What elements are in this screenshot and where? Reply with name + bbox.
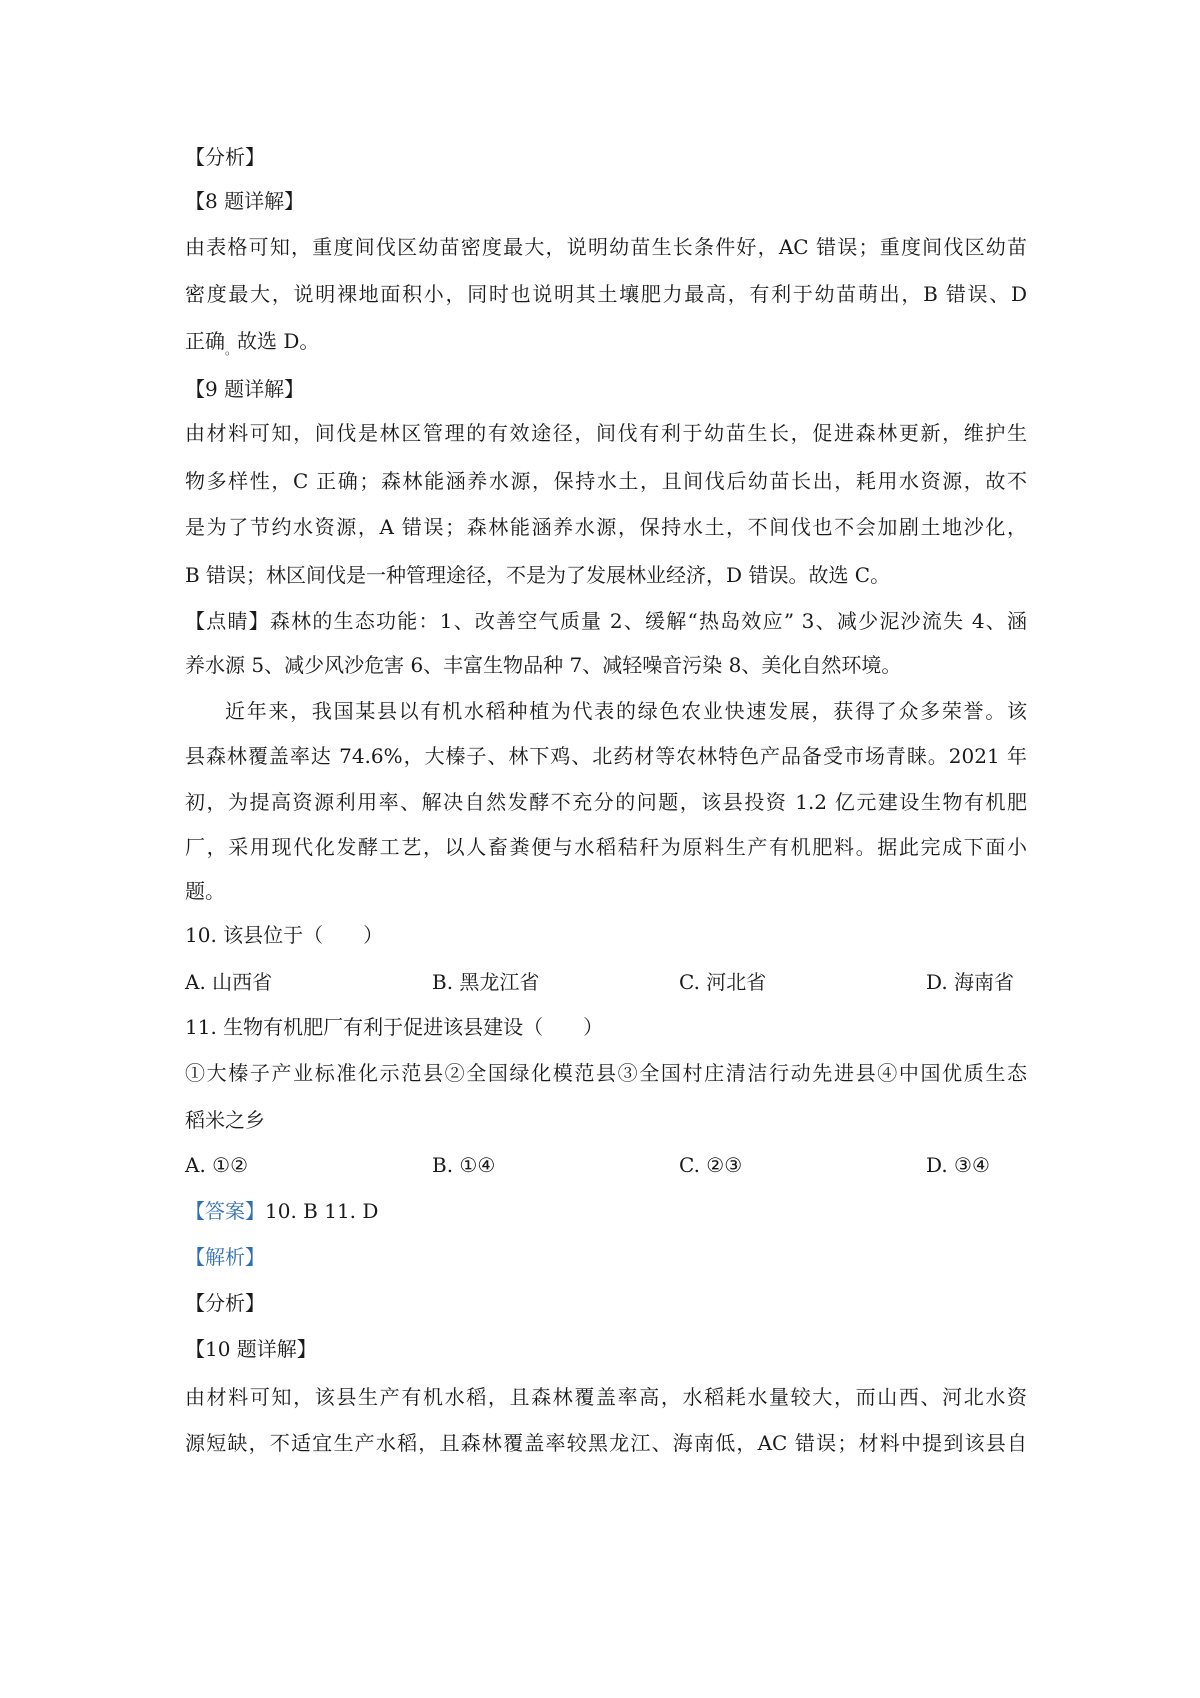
q9-explanation-line-1: 由材料可知，间伐是林区管理的有效途径，间伐有利于幼苗生长，促进森林更新，维护生 [185,421,1027,445]
q9-explanation-line-4: B 错误；林区间伐是一种管理途径，不是为了发展林业经济，D 错误。故选 C。 [185,563,891,587]
q8-detail-heading: 【8 题详解】 [185,189,305,213]
q10-option-c: C. 河北省 [679,970,767,994]
q11-option-d: D. ③④ [926,1153,990,1177]
material-line-4: 厂，采用现代化发酵工艺，以人畜粪便与水稻秸秆为原料生产有机肥料。据此完成下面小 [185,835,1027,859]
q10-detail-heading: 【10 题详解】 [185,1337,317,1361]
dianjing-line-1: 【点睛】森林的生态功能：1、改善空气质量 2、缓解“热岛效应” 3、减少泥沙流失 4、涵 [185,609,1027,633]
material-line-5: 题。 [185,879,225,903]
q11-option-a: A. ①② [185,1153,249,1177]
answer-label: 【答案】 [185,1199,265,1223]
q11-option-c: C. ②③ [679,1153,743,1177]
q9-explanation-line-2: 物多样性，C 正确；森林能涵养水源，保持水土，且间伐后幼苗长出，耗用水资源，故不 [185,469,1027,493]
q8-line3-part2: 故选 D。 [237,329,320,353]
q10-option-d: D. 海南省 [926,970,1015,994]
q10-explanation-line-2: 源短缺，不适宜生产水稻，且森林覆盖率较黑龙江、海南低，AC 错误；材料中提到该县自 [185,1431,1027,1455]
q8-line3-part1: 正确 [185,329,225,353]
q11-option-b: B. ①④ [432,1153,496,1177]
q8-line3-dot: 。 [225,343,238,357]
q10-option-a: A. 山西省 [185,970,273,994]
answer-line [185,1196,378,1226]
q8-explanation-line-2: 密度最大，说明裸地面积小，同时也说明其土壤肥力最高，有利于幼苗萌出，B 错误、D [185,282,1027,306]
question-11: 11. 生物有机肥厂有利于促进该县建设（ ） [185,1015,604,1039]
question-10: 10. 该县位于（ ） [185,923,384,947]
answer-text: 10. B 11. D [265,1199,379,1223]
q8-explanation-line-3 [185,326,319,365]
dianjing-line-2: 养水源 5、减少风沙危害 6、丰富生物品种 7、减轻噪音污染 8、美化自然环境。 [185,653,902,677]
analysis-heading-2: 【分析】 [185,1291,265,1315]
jiexi-heading: 【解析】 [185,1245,265,1269]
q11-stem-line-2: 稻米之乡 [185,1108,265,1132]
q8-explanation-line-1: 由表格可知，重度间伐区幼苗密度最大，说明幼苗生长条件好，AC 错误；重度间伐区幼苗 [185,235,1027,259]
q9-detail-heading: 【9 题详解】 [185,377,305,401]
q10-explanation-line-1: 由材料可知，该县生产有机水稻，且森林覆盖率高，水稻耗水量较大，而山西、河北水资 [185,1385,1027,1409]
material-line-2: 县森林覆盖率达 74.6%，大榛子、林下鸡、北药材等农林特色产品备受市场青睐。2021 年 [185,744,1027,768]
q10-option-b: B. 黑龙江省 [432,970,540,994]
analysis-heading: 【分析】 [185,145,265,169]
material-line-1: 近年来，我国某县以有机水稻种植为代表的绿色农业快速发展，获得了众多荣誉。该 [225,699,1027,723]
q11-stem-line-1: ①大榛子产业标准化示范县②全国绿化模范县③全国村庄清洁行动先进县④中国优质生态 [185,1061,1027,1085]
material-line-3: 初，为提高资源利用率、解决自然发酵不充分的问题，该县投资 1.2 亿元建设生物有机肥 [185,790,1027,814]
q9-explanation-line-3: 是为了节约水资源，A 错误；森林能涵养水源，保持水土，不间伐也不会加剧土地沙化， [185,515,1027,539]
